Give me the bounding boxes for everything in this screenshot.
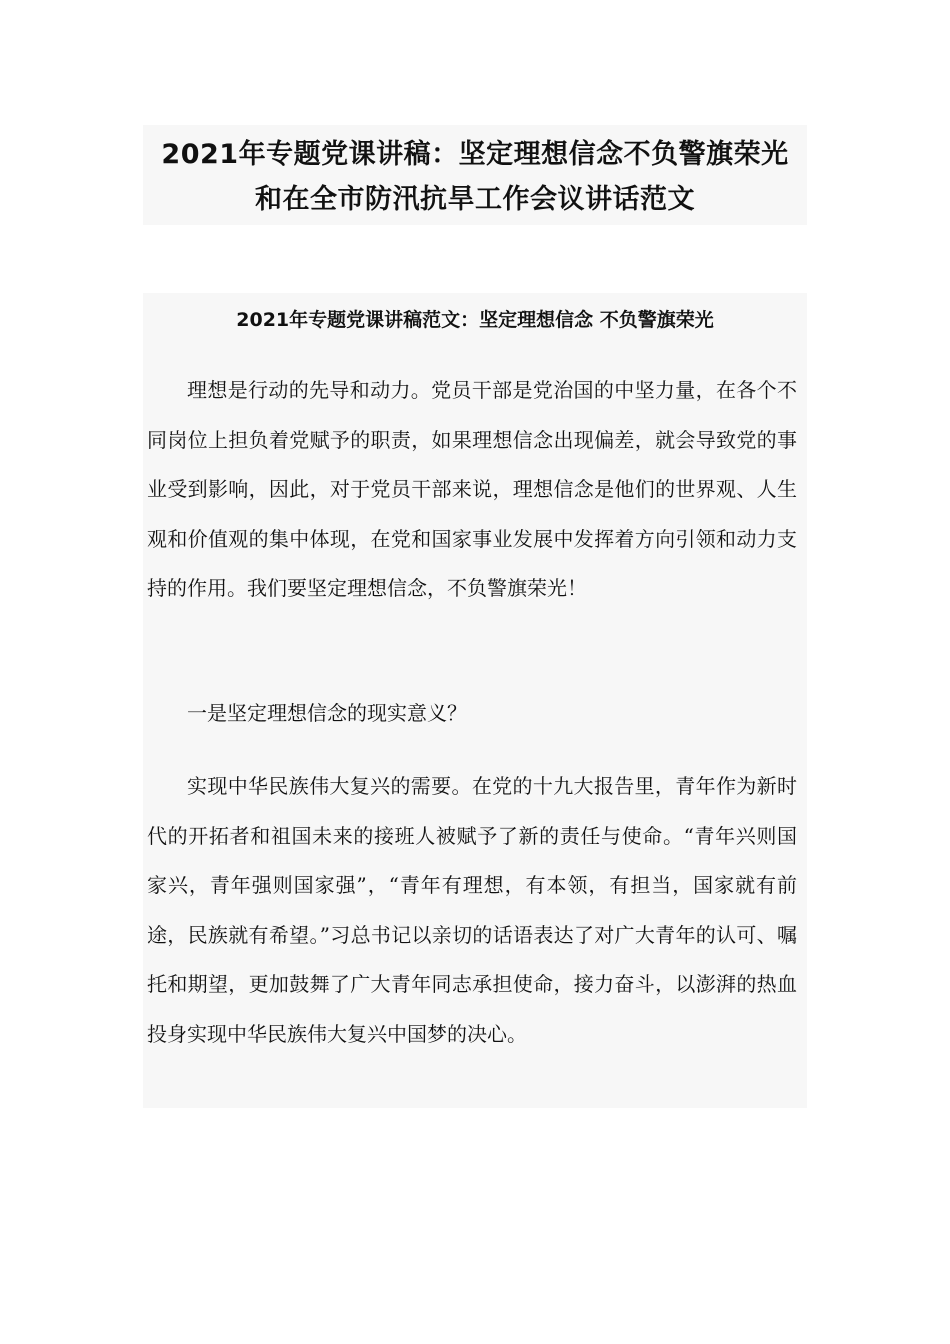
document-body [143,293,807,1108]
document-title-block [143,125,807,225]
document-title-line-1: 2021年专题党课讲稿：坚定理想信念不负警旗荣光 [161,139,789,170]
paragraph-heading-one: 一是坚定理想信念的现实意义？ [187,701,467,725]
document-title-line-2: 和在全市防汛抗旱工作会议讲话范文 [255,184,695,215]
paragraph-significance: 实现中华民族伟大复兴的需要。在党的十九大报告里，青年作为新时代的开拓者和祖国未来的接班人被赋予了新的责任与使命。“青年兴则国家兴，青年强则国家强”，“青年有理想，有本领，有担当，国家就有前途，民族就有希望。”习总书记以亲切的话语表达了对广大青年的认可、嘱托和期望，更加鼓舞了广大青年同志承担使命，接力奋斗，以澎湃的热血投身实现中华民族伟大复兴中国梦的决心。 [147,774,797,1046]
paragraph-intro: 理想是行动的先导和动力。党员干部是党治国的中坚力量，在各个不同岗位上担负着党赋予的职责，如果理想信念出现偏差，就会导致党的事业受到影响，因此，对于党员干部来说，理想信念是他们的世界观、人生观和价值观的集中体现，在党和国家事业发展中发挥着方向引领和动力支持的作用。我们要坚定理想信念，不负警旗荣光！ [147,378,797,600]
section-subtitle: 2021年专题党课讲稿范文：坚定理想信念 不负警旗荣光 [236,309,714,331]
